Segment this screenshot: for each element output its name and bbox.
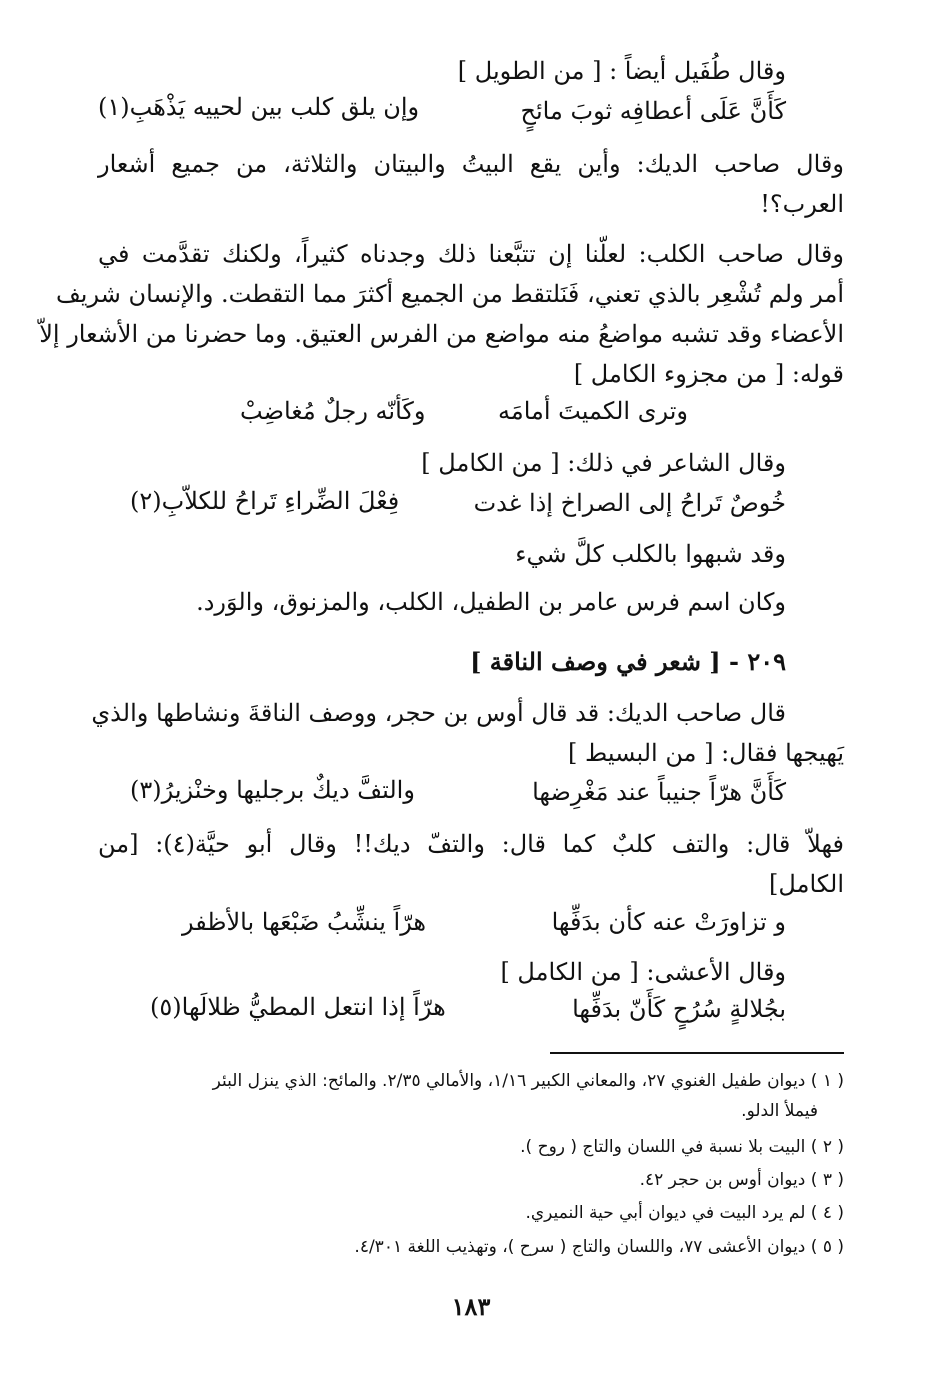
verse-second-hemistich: وكَأنّه رجلٌ مُغاضِبْ bbox=[240, 397, 426, 425]
verse-first-hemistich: بجُلالةٍ سُرُحٍ كَأَنّ بدَفِّها bbox=[572, 995, 786, 1023]
text-line: وكان اسم فرس عامر بن الطفيل، الكلب، والمزنوق، والوَرد. bbox=[196, 588, 786, 616]
text-line: وقال صاحب الكلب: لعلّنا إن تتبَّعنا ذلك وجدناه كثيراً، ولكنك تقدَّمت في bbox=[98, 240, 844, 268]
verse-second-hemistich: والتفَّ ديكٌ برجليها وخنْزيرُ(٣) bbox=[130, 776, 415, 804]
footnote: ( ٢ ) البيت بلا نسبة في اللسان والتاج ( روح ). bbox=[520, 1137, 844, 1157]
page-number: ١٨٣ bbox=[451, 1292, 491, 1321]
footnote-continuation: فيملأ الدلو. bbox=[741, 1101, 818, 1121]
verse-second-hemistich: وإن يلق كلب بين لحييه يَذْهَبِ(١) bbox=[98, 93, 420, 121]
footnote: ( ٥ ) ديوان الأعشى ٧٧، واللسان والتاج ( سرح )، وتهذيب اللغة ٤/٣٠١. bbox=[354, 1237, 844, 1257]
text-line: وقال الشاعر في ذلك: [ من الكامل ] bbox=[421, 449, 786, 477]
verse-first-hemistich: وترى الكميتَ أمامَه bbox=[497, 397, 688, 425]
verse-first-hemistich: كَأَنَّ هرّاً جنيباً عند مَغْرِضها bbox=[532, 778, 786, 806]
text-line: قوله: [ من مجزوء الكامل ] bbox=[573, 360, 844, 388]
footnote-divider bbox=[550, 1052, 844, 1054]
text-line: العرب؟! bbox=[760, 190, 844, 218]
text-line: وقال الأعشى: [ من الكامل ] bbox=[500, 958, 786, 986]
verse-second-hemistich: هرّاً ينشِّبُ ضَبْعَها بالأظفر bbox=[182, 908, 427, 936]
verse-second-hemistich: هرّاً إذا انتعل المطيُّ ظلالَها(٥) bbox=[150, 993, 446, 1021]
footnote: ( ٣ ) ديوان أوس بن حجر ٤٢. bbox=[639, 1170, 844, 1190]
footnote: ( ١ ) ديوان طفيل الغنوي ٢٧، والمعاني الكبير ١/١٦، والأمالي ٢/٣٥. والمائح: الذي ينزل البئر bbox=[212, 1071, 844, 1091]
text-line: الأعضاء وقد تشبه مواضعُ منه مواضع من الفرس العتيق. وما حضرنا من الأشعار إلاّ bbox=[39, 320, 844, 348]
verse-second-hemistich: فِعْلَ الضِّراءِ تَراحُ للكلاّبِ(٢) bbox=[130, 487, 400, 515]
text-line: الكامل] bbox=[769, 870, 844, 898]
text-line: وقال طُفَيل أيضاً : [ من الطويل ] bbox=[457, 57, 786, 85]
text-line: وقد شبهوا بالكلب كلَّ شيء bbox=[515, 540, 786, 568]
text-line: يَهيجها فقال: [ من البسيط ] bbox=[568, 739, 844, 767]
text-line: قال صاحب الديك: قد قال أوس بن حجر، ووصف الناقةَ ونشاطها والذي bbox=[91, 699, 786, 727]
verse-first-hemistich: و تزاورَتْ عنه كأن بدَفِّها bbox=[551, 908, 786, 936]
verse-first-hemistich: كَأَنَّ عَلَى أعطافِه ثوبَ مائحٍ bbox=[520, 97, 786, 125]
footnote: ( ٤ ) لم يرد البيت في ديوان أبي حية النميري. bbox=[525, 1203, 844, 1223]
text-line: فهلاّ قال: والتف كلبٌ كما قال: والتفّ ديك!! وقال أبو حيَّة(٤): [من bbox=[98, 830, 844, 858]
text-line: وقال صاحب الديك: وأين يقع البيتُ والبيتان والثلاثة، من جميع أشعار bbox=[98, 150, 844, 178]
text-line: أمر ولم تُشْعِر بالذي تعني، فَنَلتقط من الجميع أكثرَ مما التقطت. والإنسان شريف bbox=[55, 280, 844, 308]
verse-first-hemistich: خُوصٌ تَراحُ إلى الصراخ إذا غدت bbox=[473, 489, 786, 517]
section-heading: ٢٠٩ - [ شعر في وصف الناقة ] bbox=[470, 647, 786, 676]
